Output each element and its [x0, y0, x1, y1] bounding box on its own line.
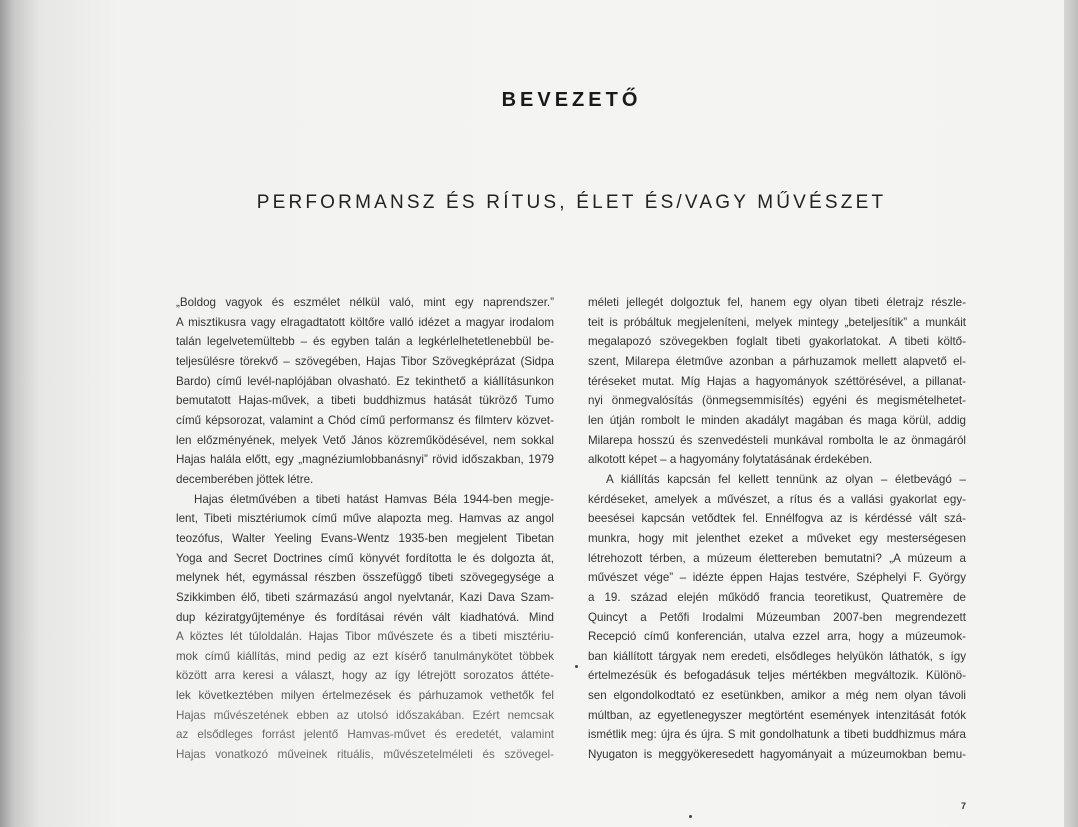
text-line: méleti jellegét dolgoztuk fel, hanem egy olyan tibeti életrajz részle- — [588, 296, 966, 309]
left-text-column — [176, 293, 554, 765]
text-line: len útján rombolt le minden akadályt magában és maga körül, addig — [588, 413, 966, 427]
text-line: között arra keresi a választ, hogy az így létrejött sorozatos áttéte- — [176, 669, 554, 683]
text-line: Yoga and Secret Doctrines című könyvét fordította le és dolgozta át, — [176, 551, 554, 565]
text-line: művészet vége” – idézte éppen Hajas testvére, Széphelyi F. György — [588, 571, 966, 585]
text-line: talán legelvetemültebb – és egyben talán a legkérlelhetetlenebbül be- — [176, 335, 554, 349]
text-line: Milarepa hosszú és szenvedésteli munkával rombolta le az önmagáról — [588, 433, 966, 447]
text-line: dup kéziratgyűjteménye és fordításai révén vált kiadhatóvá. Mind — [176, 610, 554, 624]
right-text-column — [588, 293, 966, 765]
text-line: „Boldog vagyok és eszmélet nélkül való, mint egy naprendszer.” — [176, 296, 554, 309]
text-line: a 19. század elején működő francia teoretikust, Quatremère de — [588, 590, 966, 604]
text-line: mok című kiállítás, mind pedig az ezt kísérő tanulmánykötet többek — [176, 649, 554, 663]
text-line: len előzményének, melyek Vető János közreműködésével, nem sokkal — [176, 433, 554, 447]
text-line: létrehozott térben, a múzeum élettereben bemutatni? „A múzeum a — [588, 551, 966, 565]
text-line: A kiállítás kapcsán fel kellett tennünk az olyan – életbevágó – — [606, 472, 966, 486]
text-line: Nyugaton is meggyökeresedett hagyományait a múzeumokban bemu- — [588, 748, 966, 762]
chapter-title: BEVEZETŐ — [501, 89, 642, 112]
page-edge — [1064, 0, 1078, 827]
text-line: munkra, hogy mit jelenthet ezeket a műveket egy mesterségesen — [588, 531, 966, 545]
text-line: téréseket mutat. Míg Hajas a hagyományok széttörésével, a pillanat- — [588, 374, 966, 388]
text-line: Bardo) című levél-naplójában olvasható. Ez tekinthető a kiállításunkon — [176, 374, 554, 388]
page-number: 7 — [961, 801, 967, 811]
text-line: Szikkimben élő, tibeti származású angol nyelvtanár, Kazi Dava Szam- — [176, 590, 554, 604]
text-line: alkotott képet – a hagyomány folytatásának érdekében. — [588, 453, 873, 467]
text-line: teit is próbáltuk megjeleníteni, melyek mintegy „beteljesítik” a munkáit — [588, 315, 966, 329]
text-line: nyi önmegvalósítás (önmegsemmisítés) egyéni és megismételhetet- — [588, 394, 966, 408]
text-line: A köztes lét túloldalán. Hajas Tibor művészete és a tibeti misztériu- — [176, 630, 554, 644]
text-line: A misztikusra vagy elragadtatott költőre valló idézet a magyar irodalom — [176, 315, 554, 329]
text-line: Hajas művészetének ebben az utolsó időszakában. Ezért nemcsak — [176, 708, 554, 722]
chapter-subtitle: PERFORMANSZ ÉS RÍTUS, ÉLET ÉS/VAGY MŰVÉSZET — [256, 191, 887, 213]
text-line: teozófus, Walter Yeeling Evans-Wentz 1935-ben megjelent Tibetan — [176, 531, 554, 545]
text-line: bemutatott Hajas-művek, a tibeti buddhizmus hatását tükröző Tumo — [176, 394, 554, 408]
text-line: beesései kapcsán vetődtek fel. Ennélfogva az is kérdéssé vált szá- — [588, 512, 966, 526]
text-line: Recepció című konferencián, utalva ezzel arra, hogy a múzeumok- — [588, 630, 966, 644]
text-line: Hajas életművében a tibeti hatást Hamvas Béla 1944-ben megje- — [194, 492, 554, 506]
text-line: értelmezésük és befogadásuk teljes mértékben megváltozik. Különö- — [588, 669, 966, 683]
text-line: lent, Tibeti misztériumok című műve alapozta meg. Hamvas az angol — [176, 512, 554, 526]
text-line: szent, Milarepa életműve azonban a párhuzamok mellett alapvető el- — [588, 354, 966, 368]
scan-speck — [575, 665, 578, 668]
text-line: megalapozó szövegekben foglalt tibeti gyakorlatokat. A tibeti költő- — [588, 335, 966, 349]
text-line: teljesülésre törekvő – szövegében, Hajas Tibor Szövegképrázat (Sidpa — [176, 354, 554, 368]
scan-speck — [689, 815, 692, 818]
text-line: Quincyt a Petőfi Irodalmi Múzeumban 2007-ben megrendezett — [588, 610, 966, 624]
text-line: Hajas halála előtt, egy „magnéziumlobbanásnyi” rövid időszakban, 1979 — [176, 453, 554, 467]
text-line: melynek hét, egymással részben összefüggő tibeti szövegegysége a — [176, 571, 554, 585]
text-line: sen elgondolkodtató ez esetünkben, amikor a még nem olyan távoli — [588, 689, 966, 703]
text-line: kérdéseket, amelyek a művészet, a rítus és a vallási gyakorlat egy- — [588, 492, 966, 506]
text-line: lek következtében milyen értelmezések és párhuzamok vethetők fel — [176, 689, 554, 703]
text-line: múltban, az egyetlenegyszer megtörtént események intenzitását fotók — [588, 708, 966, 722]
text-line: ban kiállított tárgyak nem eredeti, elsődleges helyükön láthatók, s így — [588, 649, 966, 663]
text-line: decemberében jöttek létre. — [176, 472, 314, 486]
text-line: az elsődleges forrást jelentő Hamvas-művet és eredetét, valamint — [176, 728, 554, 742]
text-line: Hajas vonatkozó műveinek rituális, művészetelméleti és szövegel- — [176, 748, 554, 762]
text-line: ismétlik meg: újra és újra. S mit gondolhatunk a tibeti buddhizmus mára — [588, 728, 966, 742]
text-line: című képsorozat, valamint a Chód című performansz és filmterv közvet- — [176, 413, 554, 427]
